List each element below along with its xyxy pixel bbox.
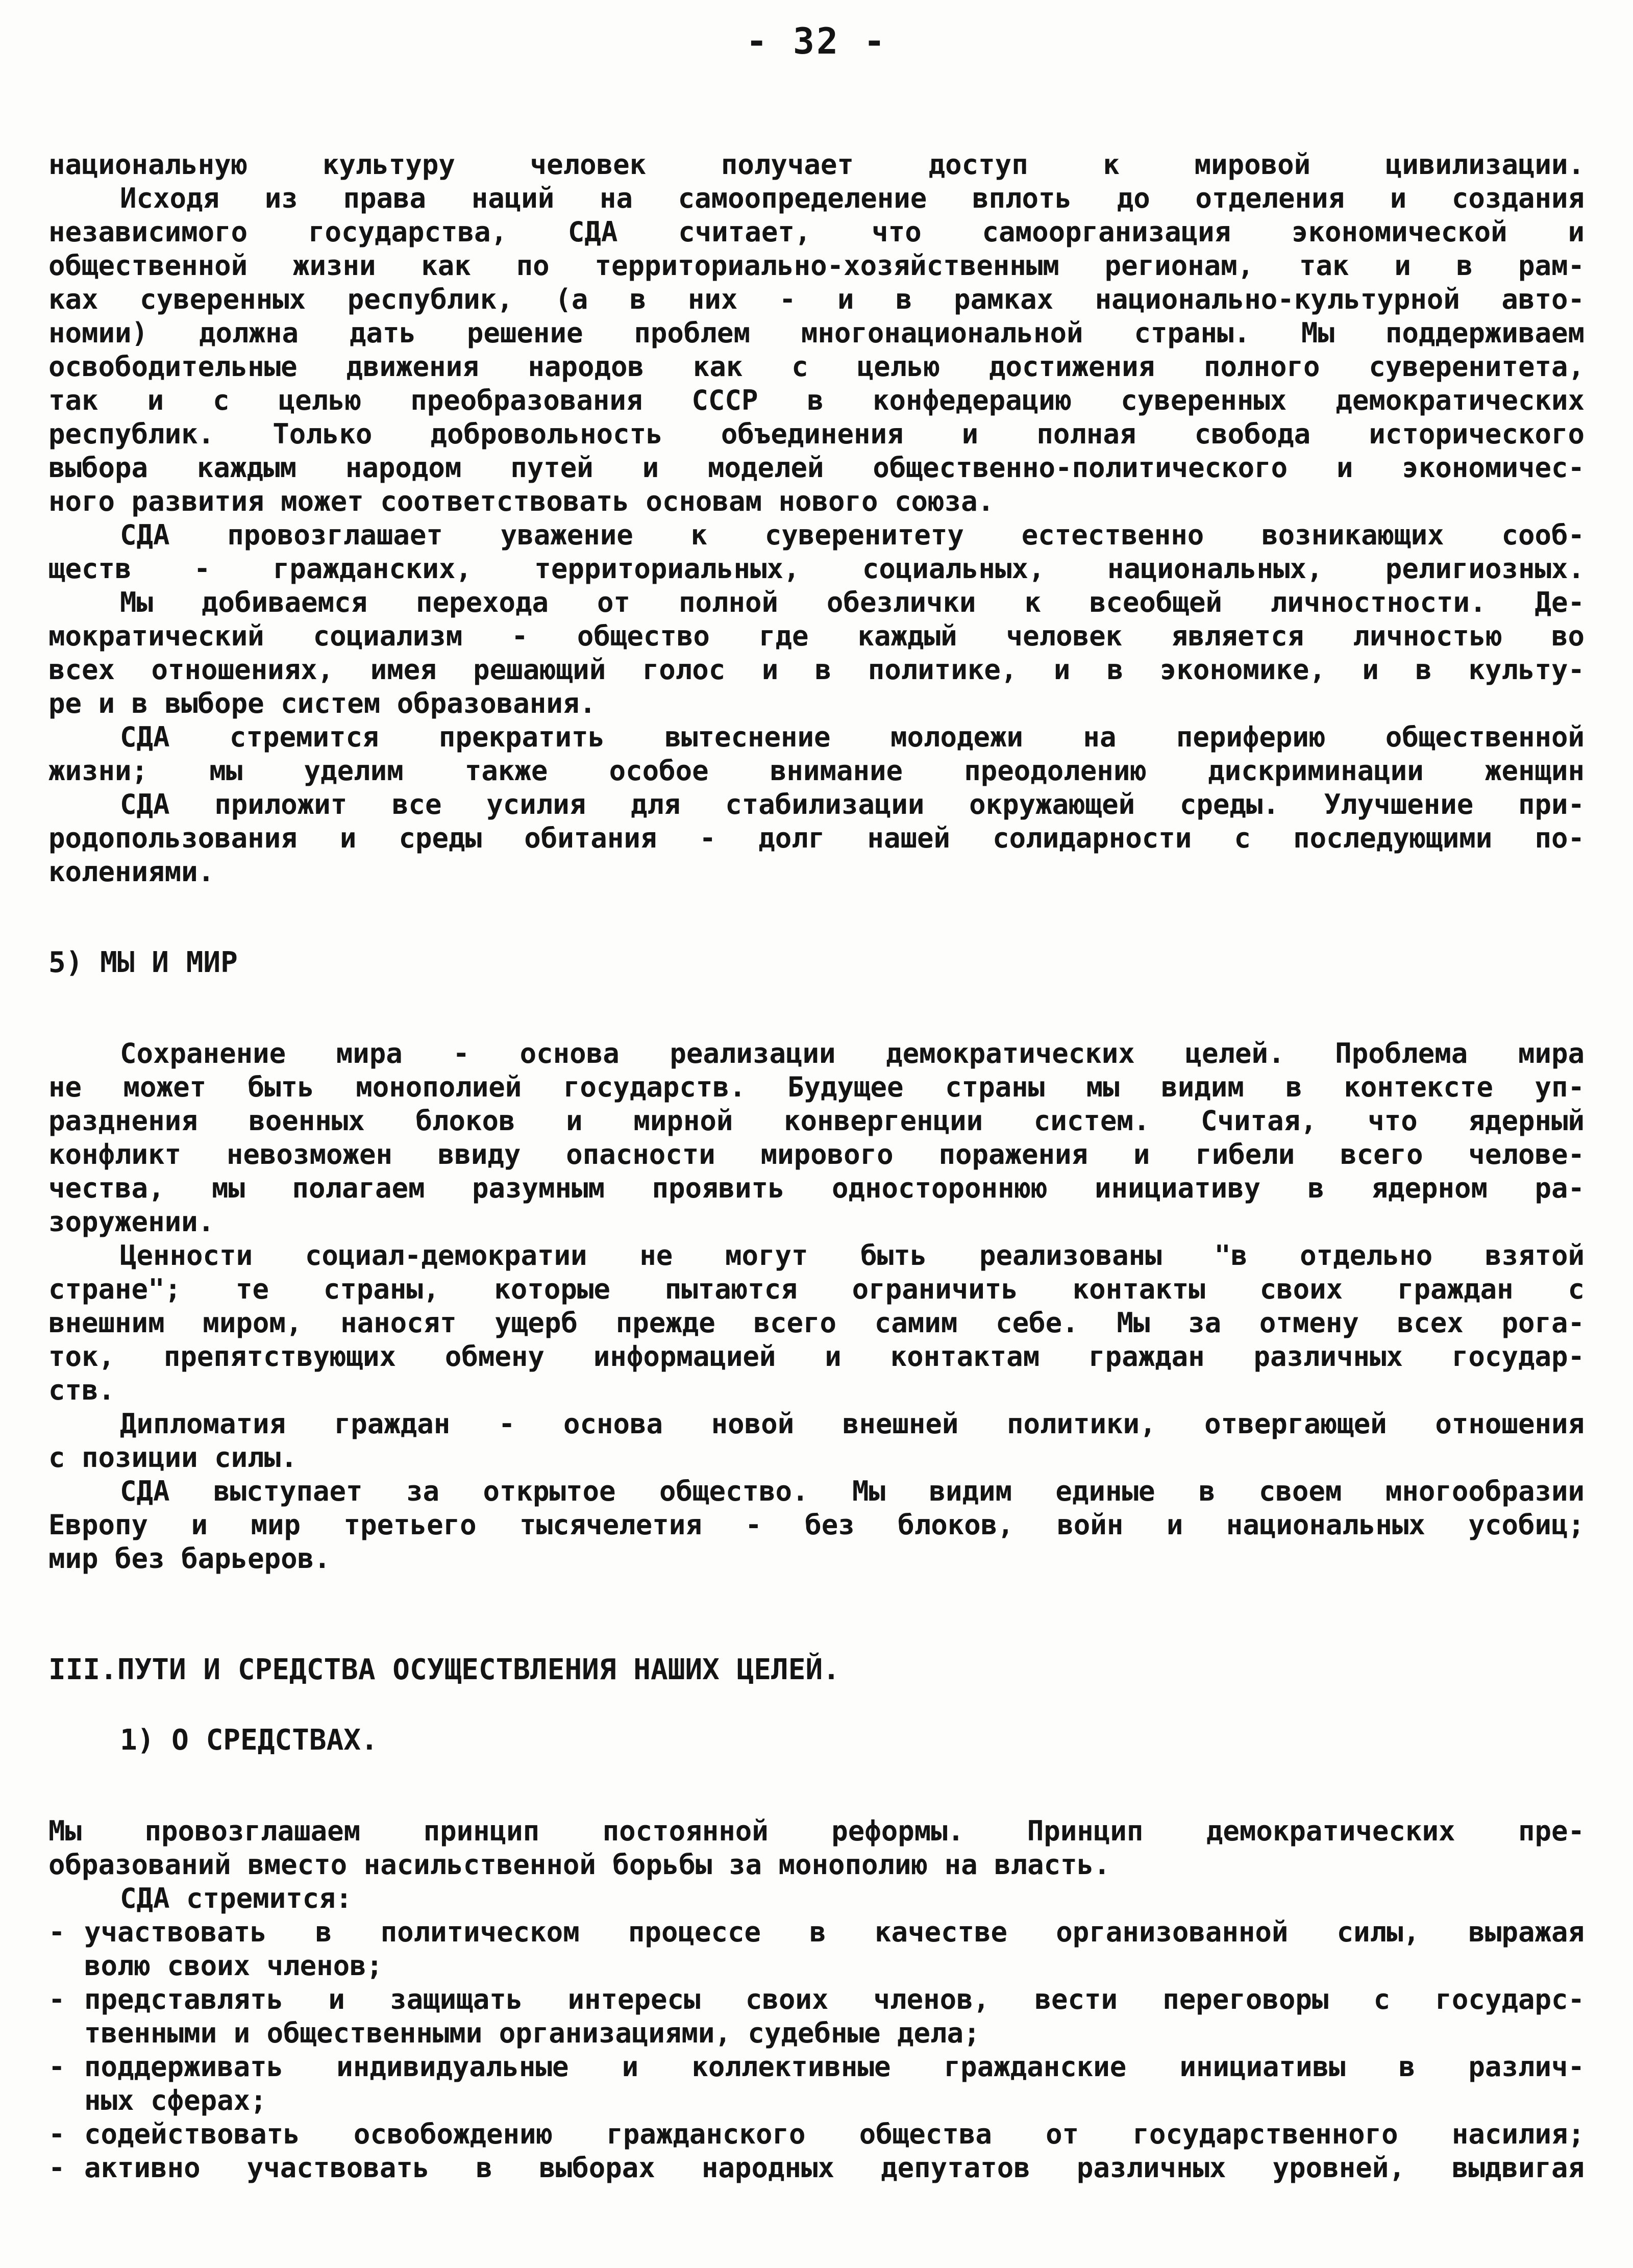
list-item — [48, 2050, 1585, 2117]
text-line: СДА стремится: — [120, 1882, 353, 1914]
list-dash: - — [48, 2051, 65, 2083]
text-line: общественной жизни как по территориально-хозяйственным регионам, так и в рам- — [48, 250, 1585, 282]
list-dash: - — [48, 2118, 65, 2150]
text-line: внешним миром, наносят ущерб прежде всего самим себе. Мы за отмену всех рога- — [48, 1307, 1585, 1339]
text-line: зоружении. — [48, 1206, 215, 1238]
text-line: стране"; те страны, которые пытаются ограничить контакты своих граждан с — [48, 1273, 1585, 1305]
section-peace — [48, 945, 1585, 1576]
text-line: волю своих членов; — [84, 1950, 383, 1982]
list-dash: - — [48, 1916, 65, 1948]
text-line: СДА выступает за открытое общество. Мы видим единые в своем многообразии — [120, 1475, 1585, 1507]
page-number: - 32 - — [746, 20, 887, 62]
text-line: участвовать в политическом процессе в качестве организованной силы, выражая — [84, 1916, 1585, 1948]
text-line: Мы добиваемся перехода от полной обезлички к всеобщей личностности. Де- — [120, 586, 1585, 618]
text-line: республик. Только добровольность объединения и полная свобода исторического — [48, 418, 1585, 450]
text-line: Дипломатия граждан - основа новой внешней политики, отвергающей отношения — [120, 1408, 1585, 1440]
text-line: Европу и мир третьего тысячелетия - без блоков, войн и национальных усобиц; — [48, 1509, 1585, 1541]
section-intro — [48, 148, 1585, 889]
text-line: не может быть монополией государств. Будущее страны мы видим в контексте уп- — [48, 1071, 1585, 1103]
text-line: национальную культуру человек получает доступ к мировой цивилизации. — [48, 148, 1585, 181]
text-line: всех отношениях, имея решающий голос и в политике, и в экономике, и в культу- — [48, 654, 1585, 686]
text-line: номии) должна дать решение проблем многонациональной страны. Мы поддерживаем — [48, 317, 1585, 349]
text-line: мир без барьеров. — [48, 1542, 331, 1575]
list-item — [48, 2117, 1585, 2151]
text-line: ток, препятствующих обмену информацией и контактам граждан различных государ- — [48, 1340, 1585, 1373]
text-line: Ценности социал-демократии не могут быть реализованы "в отдельно взятой — [120, 1239, 1585, 1272]
text-line: твенными и общественными организациями, судебные дела; — [84, 2017, 980, 2049]
text-line: Сохранение мира - основа реализации демократических целей. Проблема мира — [120, 1037, 1585, 1069]
text-line: представлять и защищать интересы своих членов, вести переговоры с государс- — [84, 1983, 1585, 2015]
text-line: поддерживать индивидуальные и коллективные гражданские инициативы в различ- — [84, 2051, 1585, 2083]
list-item — [48, 2151, 1585, 2185]
text-line: колениями. — [48, 856, 215, 888]
list-dash: - — [48, 1983, 65, 2015]
section-heading: III.ПУТИ И СРЕДСТВА ОСУЩЕСТВЛЕНИЯ НАШИХ ЦЕЛЕЙ. — [48, 1653, 840, 1686]
text-line: мократический социализм - общество где каждый человек является личностью во — [48, 620, 1585, 652]
page-content — [48, 148, 1585, 2185]
section-heading: 5) МЫ И МИР — [48, 946, 238, 979]
text-line: СДА стремится прекратить вытеснение молодежи на периферию общественной — [120, 721, 1585, 753]
text-line: ных сферах; — [84, 2084, 267, 2116]
text-line: разднения военных блоков и мирной конвергенции систем. Считая, что ядерный — [48, 1105, 1585, 1137]
text-line: жизни; мы уделим также особое внимание преодолению дискриминации женщин — [48, 755, 1585, 787]
list-item — [48, 1983, 1585, 2050]
text-line: конфликт невозможен ввиду опасности мирового поражения и гибели всего челове- — [48, 1138, 1585, 1170]
text-line: образований вместо насильственной борьбы за монополию на власть. — [48, 1849, 1110, 1881]
text-line: чества, мы полагаем разумным проявить одностороннюю инициативу в ядерном ра- — [48, 1172, 1585, 1204]
list-item — [48, 1915, 1585, 1983]
text-line: ре и в выборе систем образования. — [48, 687, 596, 719]
list-dash: - — [48, 2152, 65, 2184]
text-line: ств. — [48, 1374, 115, 1406]
text-line: выбора каждым народом путей и моделей общественно-политического и экономичес- — [48, 452, 1585, 484]
text-line: так и с целью преобразования СССР в конфедерацию суверенных демократических — [48, 384, 1585, 416]
section-subheading: 1) О СРЕДСТВАХ. — [120, 1724, 378, 1757]
text-line: ках суверенных республик, (а в них - и в рамках национально-культурной авто- — [48, 283, 1585, 315]
text-line: родопользования и среды обитания - долг нашей солидарности с последующими по- — [48, 822, 1585, 854]
text-line: Мы провозглашаем принцип постоянной реформы. Принцип демократических пре- — [48, 1815, 1585, 1847]
section-ways — [48, 1652, 1585, 2185]
text-line: с позиции силы. — [48, 1441, 298, 1474]
text-line: активно участвовать в выборах народных депутатов различных уровней, выдвигая — [84, 2152, 1585, 2184]
text-line: ществ - гражданских, территориальных, социальных, национальных, религиозных. — [48, 553, 1585, 585]
text-line: Исходя из права наций на самоопределение вплоть до отделения и создания — [120, 182, 1585, 214]
text-line: ного развития может соответствовать основам нового союза. — [48, 485, 995, 517]
text-line: СДА приложит все усилия для стабилизации окружающей среды. Улучшение при- — [120, 788, 1585, 820]
text-line: СДА провозглашает уважение к суверенитету естественно возникающих сооб- — [120, 519, 1585, 551]
text-line: независимого государства, СДА считает, что самоорганизация экономической и — [48, 216, 1585, 248]
text-line: освободительные движения народов как с целью достижения полного суверенитета, — [48, 351, 1585, 383]
text-line: содействовать освобождению гражданского общества от государственного насилия; — [84, 2118, 1585, 2150]
